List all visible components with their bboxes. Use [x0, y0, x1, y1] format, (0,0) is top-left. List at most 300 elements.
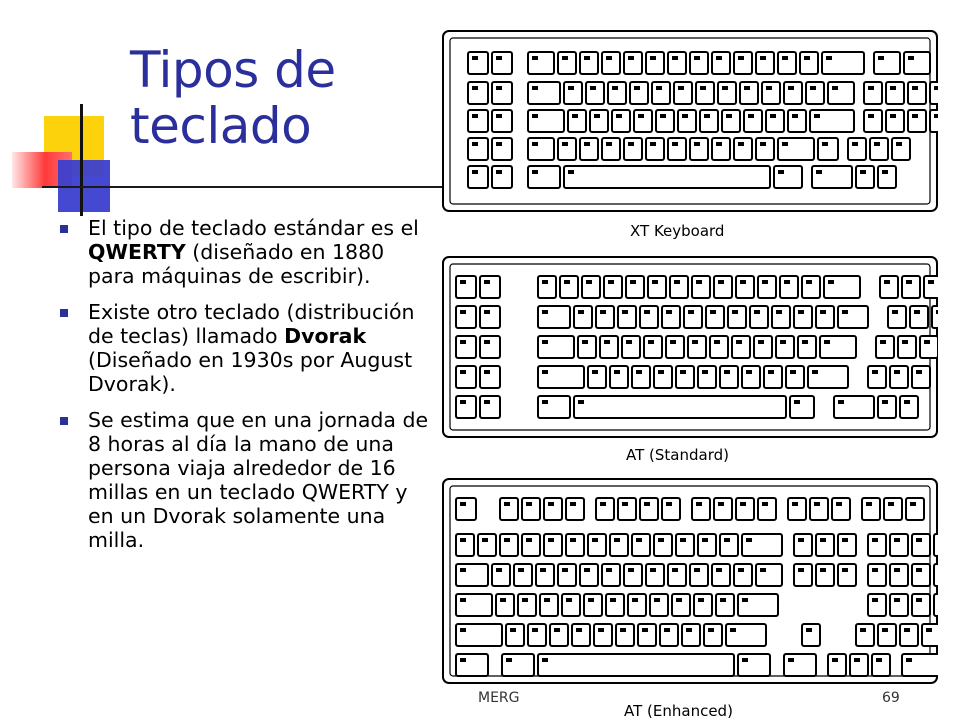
keyboard-key	[902, 654, 938, 676]
keyboard-key-glyph	[526, 502, 532, 506]
keyboard-key	[580, 564, 598, 586]
keyboard-key-glyph	[630, 280, 636, 284]
keyboard-key-glyph	[542, 658, 548, 662]
keyboard-key	[886, 110, 904, 132]
keyboard-key	[876, 336, 894, 358]
keyboard-key	[864, 110, 882, 132]
keyboard-key-glyph	[824, 340, 830, 344]
keyboard-key	[700, 110, 718, 132]
bullet-text-post: (Diseñado en 1930s por August Dvorak).	[88, 348, 413, 396]
keyboard-key-glyph	[926, 628, 932, 632]
keyboard-key	[692, 498, 710, 520]
keyboard-key	[492, 138, 512, 160]
keyboard-key-glyph	[570, 502, 576, 506]
keyboard-key	[584, 594, 602, 616]
keyboard-key-glyph	[600, 502, 606, 506]
keyboard-key	[606, 594, 624, 616]
keyboard-key-glyph	[676, 598, 682, 602]
keyboard-key-glyph	[724, 538, 730, 542]
keyboard-key	[816, 306, 834, 328]
keyboard-key	[838, 534, 856, 556]
keyboard-key	[596, 498, 614, 520]
keyboard-key	[738, 594, 778, 616]
keyboard-key	[602, 52, 620, 74]
keyboard-key	[930, 110, 938, 132]
keyboard-key	[660, 624, 678, 646]
keyboard-key-glyph	[628, 568, 634, 572]
decor-horizontal-line	[42, 186, 442, 188]
keyboard-key-glyph	[826, 56, 832, 60]
keyboard-key-glyph	[600, 310, 606, 314]
keyboard-key-glyph	[860, 170, 866, 174]
keyboard-key	[682, 624, 700, 646]
keyboard-key	[706, 306, 724, 328]
keyboard-key	[906, 498, 924, 520]
keyboard-key	[802, 624, 820, 646]
keyboard-key	[716, 594, 734, 616]
keyboard-key	[678, 110, 696, 132]
keyboard-key-glyph	[788, 86, 794, 90]
keyboard-key	[820, 336, 856, 358]
keyboard-key	[492, 110, 512, 132]
keyboard-key	[742, 366, 760, 388]
keyboard-key-glyph	[686, 628, 692, 632]
keyboard-key-glyph	[522, 598, 528, 602]
keyboard-key	[756, 564, 782, 586]
keyboard-key-glyph	[628, 56, 634, 60]
keyboard-key-glyph	[904, 628, 910, 632]
keyboard-key-glyph	[532, 114, 538, 118]
keyboard-key-glyph	[544, 598, 550, 602]
keyboard-key	[480, 366, 500, 388]
keyboard-key-glyph	[548, 538, 554, 542]
bullet-item	[60, 216, 432, 288]
keyboard-key	[456, 336, 476, 358]
keyboard-key	[890, 594, 908, 616]
keyboard-key-glyph	[628, 142, 634, 146]
keyboard-key	[500, 498, 518, 520]
keyboard-key-glyph	[542, 280, 548, 284]
keyboard-key	[616, 624, 634, 646]
keyboard-key-glyph	[914, 310, 920, 314]
keyboard-key-glyph	[614, 370, 620, 374]
keyboard-key-glyph	[578, 310, 584, 314]
keyboard-key-glyph	[658, 370, 664, 374]
keyboard-key-glyph	[460, 538, 466, 542]
keyboard-key	[456, 498, 476, 520]
keyboard-key	[696, 82, 714, 104]
keyboard-key	[828, 82, 854, 104]
keyboard-key-glyph	[590, 86, 596, 90]
keyboard-key	[492, 82, 512, 104]
keyboard-key-glyph	[656, 86, 662, 90]
keyboard-key	[910, 306, 928, 328]
keyboard-key-glyph	[874, 142, 880, 146]
at-enhanced-keyboard-illustration	[442, 478, 938, 684]
keyboard-key	[670, 276, 688, 298]
keyboard-key-glyph	[880, 340, 886, 344]
keyboard-key-glyph	[674, 280, 680, 284]
keyboard-key-glyph	[484, 310, 490, 314]
keyboard-key	[912, 594, 930, 616]
bullet-item	[60, 408, 432, 552]
keyboard-key-glyph	[702, 538, 708, 542]
keyboard-key	[672, 594, 690, 616]
keyboard-key	[714, 498, 732, 520]
keyboard-key	[480, 276, 500, 298]
keyboard-key	[456, 624, 502, 646]
keyboard-key-glyph	[644, 310, 650, 314]
keyboard-key	[684, 306, 702, 328]
keyboard-key	[772, 306, 790, 328]
keyboard-key-glyph	[738, 56, 744, 60]
keyboard-key	[764, 366, 782, 388]
page-number: 69	[882, 690, 900, 706]
keyboard-key-glyph	[704, 114, 710, 118]
keyboard-key-glyph	[484, 340, 490, 344]
keyboard-key	[900, 624, 918, 646]
keyboard-key	[632, 366, 650, 388]
keyboard-key-glyph	[882, 170, 888, 174]
keyboard-key-glyph	[736, 340, 742, 344]
keyboard-svg	[442, 256, 938, 438]
keyboard-key-glyph	[680, 538, 686, 542]
keyboard-key	[902, 276, 920, 298]
keyboard-key	[566, 534, 584, 556]
keyboard-key	[862, 498, 880, 520]
keyboard-key-glyph	[460, 598, 466, 602]
keyboard-key	[618, 498, 636, 520]
keyboard-key	[874, 52, 900, 74]
keyboard-key	[800, 52, 818, 74]
keyboard-key-glyph	[672, 142, 678, 146]
keyboard-key	[890, 564, 908, 586]
keyboard-key-glyph	[616, 114, 622, 118]
keyboard-key	[480, 306, 500, 328]
keyboard-key	[888, 306, 906, 328]
keyboard-key-glyph	[832, 86, 838, 90]
keyboard-key-glyph	[812, 370, 818, 374]
keyboard-key-glyph	[928, 280, 934, 284]
keyboard-key-glyph	[902, 340, 908, 344]
keyboard-key	[646, 52, 664, 74]
keyboard-key-glyph	[746, 370, 752, 374]
keyboard-key	[698, 366, 716, 388]
keyboard-key-glyph	[884, 280, 890, 284]
keyboard-key	[544, 498, 562, 520]
keyboard-key	[848, 138, 866, 160]
keyboard-key	[650, 594, 668, 616]
keyboard-key	[522, 498, 540, 520]
keyboard-key-glyph	[802, 340, 808, 344]
keyboard-key	[582, 276, 600, 298]
keyboard-key	[514, 564, 532, 586]
keyboard-key	[468, 52, 488, 74]
keyboard-key-glyph	[634, 86, 640, 90]
keyboard-key	[456, 564, 488, 586]
bullet-text-pre: El tipo de teclado estándar es el	[88, 216, 419, 240]
keyboard-key-glyph	[518, 568, 524, 572]
keyboard-key-glyph	[842, 568, 848, 572]
keyboard-key	[456, 306, 476, 328]
keyboard-key	[698, 534, 716, 556]
keyboard-key	[732, 336, 750, 358]
keyboard-key	[618, 306, 636, 328]
keyboard-key-glyph	[582, 340, 588, 344]
keyboard-key	[536, 564, 554, 586]
keyboard-key-glyph	[572, 114, 578, 118]
keyboard-key	[456, 396, 476, 418]
keyboard-key	[890, 534, 908, 556]
keyboard-key	[528, 166, 560, 188]
keyboard-key-glyph	[540, 568, 546, 572]
keyboard-key	[456, 276, 476, 298]
keyboard-key	[734, 52, 752, 74]
keyboard-key-glyph	[868, 86, 874, 90]
keyboard-key	[612, 110, 630, 132]
keyboard-key	[722, 110, 740, 132]
keyboard-key-glyph	[694, 56, 700, 60]
keyboard-key-glyph	[860, 628, 866, 632]
keyboard-key-glyph	[584, 56, 590, 60]
keyboard-key	[756, 138, 774, 160]
keyboard-key	[900, 396, 918, 418]
keyboard-key-glyph	[906, 280, 912, 284]
keyboard-key-glyph	[792, 114, 798, 118]
keyboard-key-glyph	[460, 340, 466, 344]
keyboard-key	[600, 336, 618, 358]
keyboard-key	[884, 498, 902, 520]
keyboard-key	[624, 138, 642, 160]
bullet-text-bold: QWERTY	[88, 240, 186, 264]
keyboard-key-glyph	[814, 502, 820, 506]
keyboard-key	[646, 138, 664, 160]
keyboard-key-glyph	[612, 86, 618, 90]
keyboard-key	[816, 564, 834, 586]
keyboard-key	[610, 534, 628, 556]
keyboard-key	[924, 276, 938, 298]
keyboard-key	[784, 654, 816, 676]
keyboard-key	[832, 498, 850, 520]
keyboard-key	[456, 654, 488, 676]
keyboard-key-glyph	[718, 280, 724, 284]
keyboard-key	[932, 306, 938, 328]
keyboard-key-glyph	[838, 400, 844, 404]
keyboard-key-glyph	[868, 114, 874, 118]
keyboard-key-glyph	[506, 658, 512, 662]
keyboard-key-glyph	[532, 86, 538, 90]
bullet-list	[60, 216, 432, 564]
keyboard-key-glyph	[532, 628, 538, 632]
keyboard-svg	[442, 478, 938, 684]
keyboard-key-glyph	[562, 142, 568, 146]
keyboard-key-glyph	[820, 568, 826, 572]
keyboard-key	[564, 166, 770, 188]
keyboard-key-glyph	[806, 280, 812, 284]
keyboard-key-glyph	[510, 628, 516, 632]
keyboard-key	[558, 52, 576, 74]
keyboard-key-glyph	[888, 502, 894, 506]
keyboard-key-glyph	[672, 56, 678, 60]
keyboard-key-glyph	[836, 502, 842, 506]
keyboard-key-glyph	[698, 598, 704, 602]
keyboard-key-glyph	[714, 340, 720, 344]
keyboard-key	[812, 166, 852, 188]
keyboard-key	[500, 534, 518, 556]
keyboard-key	[692, 276, 710, 298]
keyboard-key	[756, 52, 774, 74]
keyboard-key-glyph	[910, 502, 916, 506]
keyboard-key	[538, 336, 574, 358]
keyboard-key	[868, 564, 886, 586]
bullet-text-bold: Dvorak	[284, 324, 367, 348]
keyboard-key-glyph	[460, 628, 466, 632]
bullet-text-pre: Se estima que en una jornada de 8 horas al día la mano de una persona viaja alrededor de 16 millas en un teclado QWERTY y en un Dvorak solamente una milla.	[88, 408, 429, 552]
keyboard-key	[766, 110, 784, 132]
keyboard-key	[886, 82, 904, 104]
keyboard-key-glyph	[644, 502, 650, 506]
keyboard-key-glyph	[650, 142, 656, 146]
at-enhanced-keyboard-caption: AT (Enhanced)	[624, 702, 733, 720]
keyboard-key	[712, 138, 730, 160]
keyboard-key-glyph	[496, 86, 502, 90]
keyboard-key	[690, 564, 708, 586]
keyboard-key	[878, 166, 896, 188]
keyboard-key	[628, 594, 646, 616]
keyboard-key	[522, 534, 540, 556]
keyboard-key	[868, 534, 886, 556]
keyboard-key	[934, 534, 938, 556]
keyboard-key-glyph	[760, 568, 766, 572]
keyboard-key	[566, 498, 584, 520]
keyboard-key	[694, 594, 712, 616]
bullet-marker	[60, 417, 68, 425]
keyboard-key	[646, 564, 664, 586]
keyboard-key-glyph	[742, 658, 748, 662]
keyboard-key-glyph	[652, 280, 658, 284]
keyboard-key-glyph	[822, 142, 828, 146]
keyboard-key	[818, 138, 838, 160]
keyboard-key	[594, 624, 612, 646]
keyboard-key	[754, 336, 772, 358]
keyboard-key	[734, 564, 752, 586]
keyboard-key-glyph	[650, 568, 656, 572]
keyboard-key	[668, 52, 686, 74]
keyboard-key-glyph	[762, 502, 768, 506]
keyboard-key-glyph	[666, 310, 672, 314]
keyboard-key	[908, 82, 926, 104]
keyboard-key	[502, 654, 534, 676]
keyboard-key	[538, 306, 570, 328]
keyboard-key-glyph	[664, 628, 670, 632]
keyboard-key	[920, 336, 938, 358]
keyboard-key-glyph	[484, 400, 490, 404]
keyboard-key-glyph	[724, 370, 730, 374]
keyboard-key-glyph	[744, 86, 750, 90]
keyboard-key	[872, 654, 890, 676]
keyboard-key-glyph	[606, 568, 612, 572]
keyboard-key-glyph	[770, 114, 776, 118]
keyboard-key-glyph	[554, 628, 560, 632]
keyboard-key-glyph	[696, 280, 702, 284]
keyboard-key-glyph	[742, 598, 748, 602]
keyboard-key	[780, 276, 798, 298]
keyboard-key-glyph	[820, 310, 826, 314]
keyboard-key-glyph	[722, 86, 728, 90]
keyboard-key-glyph	[496, 568, 502, 572]
keyboard-key	[528, 110, 564, 132]
keyboard-key	[762, 82, 780, 104]
keyboard-key	[868, 366, 886, 388]
keyboard-key	[480, 396, 500, 418]
keyboard-key-glyph	[816, 170, 822, 174]
keyboard-key-glyph	[904, 400, 910, 404]
keyboard-key	[506, 624, 524, 646]
keyboard-key-glyph	[936, 310, 938, 314]
keyboard-key	[590, 110, 608, 132]
keyboard-svg	[442, 30, 938, 212]
keyboard-key	[640, 306, 658, 328]
keyboard-key	[904, 52, 930, 74]
keyboard-key	[790, 396, 814, 418]
keyboard-key	[580, 52, 598, 74]
keyboard-key-glyph	[670, 340, 676, 344]
keyboard-key-glyph	[610, 598, 616, 602]
keyboard-key	[538, 654, 734, 676]
keyboard-key-glyph	[542, 400, 548, 404]
keyboard-key	[666, 336, 684, 358]
keyboard-key-glyph	[814, 114, 820, 118]
keyboard-key	[518, 594, 536, 616]
keyboard-key	[668, 564, 686, 586]
keyboard-key-glyph	[584, 568, 590, 572]
keyboard-key	[710, 336, 728, 358]
keyboard-key-glyph	[894, 568, 900, 572]
keyboard-key-glyph	[606, 142, 612, 146]
keyboard-key-glyph	[916, 598, 922, 602]
keyboard-key	[558, 138, 576, 160]
keyboard-key-glyph	[730, 628, 736, 632]
keyboard-key-glyph	[598, 628, 604, 632]
keyboard-key-glyph	[876, 658, 882, 662]
keyboard-key	[580, 138, 598, 160]
keyboard-key-glyph	[878, 56, 884, 60]
keyboard-key-glyph	[894, 598, 900, 602]
keyboard-key-glyph	[472, 170, 478, 174]
keyboard-key-glyph	[666, 502, 672, 506]
keyboard-key	[880, 276, 898, 298]
keyboard-key-glyph	[872, 568, 878, 572]
keyboard-key	[734, 138, 752, 160]
keyboard-key-glyph	[934, 86, 938, 90]
keyboard-key-glyph	[716, 142, 722, 146]
keyboard-key-glyph	[916, 538, 922, 542]
keyboard-key-glyph	[718, 502, 724, 506]
keyboard-key-glyph	[768, 370, 774, 374]
keyboard-key-glyph	[500, 598, 506, 602]
keyboard-key-glyph	[606, 56, 612, 60]
keyboard-key-glyph	[660, 114, 666, 118]
keyboard-key-glyph	[654, 598, 660, 602]
keyboard-key-glyph	[588, 598, 594, 602]
keyboard-key-glyph	[648, 340, 654, 344]
keyboard-key-glyph	[460, 310, 466, 314]
keyboard-key	[608, 82, 626, 104]
keyboard-key	[610, 366, 628, 388]
keyboard-key	[712, 564, 730, 586]
keyboard-key	[632, 534, 650, 556]
keyboard-key-glyph	[738, 568, 744, 572]
